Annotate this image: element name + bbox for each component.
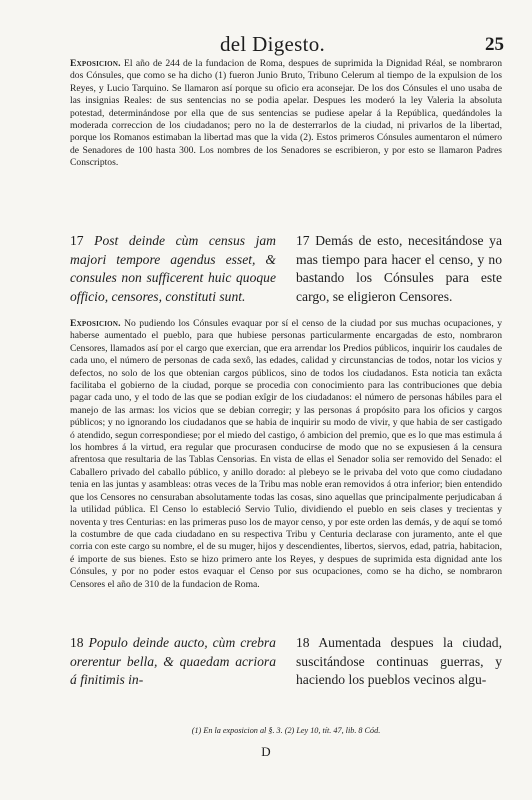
spanish-text: Demás de esto, necesitándose ya mas tiempo para hacer el censo, y no bastando los Cónsules para este cargo, se eligieron Censores. <box>296 233 502 304</box>
spanish-column <box>296 232 502 312</box>
spanish-column <box>296 634 502 694</box>
spanish-paragraph-number: 18 <box>296 635 310 650</box>
paragraph-17 <box>70 232 502 312</box>
exposicion-paragraph-1 <box>70 58 502 216</box>
page-number: 25 <box>485 34 504 55</box>
running-title: del Digesto. <box>220 32 326 56</box>
paragraph-18 <box>70 634 502 694</box>
latin-column <box>70 232 276 312</box>
latin-text: Post deinde cùm census jam majori tempore agendus esset, & consules non sufficerent huic quoque officio, censores, constituti sunt. <box>70 233 276 304</box>
spanish-text: Aumentada despues la ciudad, suscitándose continuas guerras, y haciendo los pueblos vecinos algu- <box>296 635 502 688</box>
latin-text: Populo deinde aucto, cùm crebra orerentur bella, & quaedam acriora á finitimis in- <box>70 635 276 688</box>
latin-paragraph-number: 17 <box>70 233 84 248</box>
footnote: (1) En la exposicion al §. 3. (2) Ley 10, tít. 47, lib. 8 Cód. <box>191 726 381 735</box>
spanish-paragraph-number: 17 <box>296 233 310 248</box>
exposicion-paragraph-2 <box>70 318 502 630</box>
exposicion-text: El año de 244 de la fundacion de Roma, despues de suprimida la Dignidad Réal, se nombraron dos Cónsules, que como se ha dicho (1) fueron Junio Bruto, Tribuno Celerum al tiempo de la expulsion de los Reyes, y Lucio Tarquino. Se llamaron así porque su oficio era aconsejar. De los dos Cónsules el uno usaba de las insignias Reales: de sus sentencias no se podia apelar. Despues les moderó la ley Valeria la absoluta potestad, determinándose por ella que de sus sentencias se pudiese apelar á la República, quedándoles la moderada correccion de los ciudadanos; pero no la de desterrarlos de la ciudad, ni privarlos de la libertad, porque los Romanos estimaban la libertad mas que la vida (2). Estos primeros Cónsules aumentaron el número de Senadores de 100 hasta 300. Los nombres de los Senadores se escribieron, y por esto se llamaron Padres Conscriptos. <box>70 58 502 169</box>
exposicion-label: Exposicion. <box>70 318 121 329</box>
exposicion-text: No pudiendo los Cónsules evaquar por sí el censo de la ciudad por sus muchas ocupaciones, y haberse aumentado el pueblo, para que hubiese personas particularmente encargadas de esto, nombraron Censores, llamados así por el cargo que exercian, que era arrendar los Predios públicos, inquirir los caudales de cada uno, el número de personas de cada sexô, las edades, calidad y circunstancias de todos, notar los vicios y defectos, no solo de los que obtenian cargos públicos, sino de todos los ciudadanos. Esta noticia tan exâcta facilitaba el gobierno de la ciudad, porque se procedia con conocimiento para las contribuciones que debia pagar cada uno, y el todo de las que se podian exîgir de los ciudadanos: el número de personas hábiles para el manejo de las armas: los vicios que se debian corregir; y las personas á propósito para los oficios y cargos públicos; y no ignorando los ciudadanos que se habia de inquirir su modo de vivir, y que habia de ser castigado ó atendido, segun correspondiese; por el miedo del castigo, ó ambicion del premio, que es lo que mas estimula á los hombres á la virtud, era regular que procurasen conducirse de modo que no se expusiesen á la censura afrentosa que resultaria de las Tablas Censorias. En vista de ellas el Senador solia ser removido del Senado: el Caballero privado del caballo público, y anillo dorado: al plebeyo se le privaba del voto que como ciudadano tenia en las juntas y asambleas: otras veces de la Tribu mas noble eran removidos á otra inferior; bien entendido que los Censores no censuraban absolutamente todas las cosas, sino aquellas que principalmente perjudicaban á la utilidad pública. El Censo lo estableció Servio Tulio, dividiendo el pueblo en seis clases y trecientas y noventa y tres Centurias: en las primeras puso los de mayor censo, y por este orden las demás, y de aquí se tomó la costumbre de que cada ciudadano en su respectiva Tribu y Centuria declarase con juramento, ante el que corria con este cargo su nombre, el de su muger, hijos y descendientes, libertos, siervos, edad, patria, habitacion, é importe de sus bienes. Esto se hizo primero ante los Reyes, y despues de suprimida esta dignidad ante los Cónsules, y por no poder estos evaquar el Censo por sus ocupaciones, como se ha dicho, se nombraron Censores el año de 310 de la fundacion de Roma. <box>70 318 502 590</box>
signature-mark: D <box>261 744 271 759</box>
latin-paragraph-number: 18 <box>70 635 84 650</box>
latin-column <box>70 634 276 694</box>
exposicion-label: Exposicion. <box>70 58 121 69</box>
